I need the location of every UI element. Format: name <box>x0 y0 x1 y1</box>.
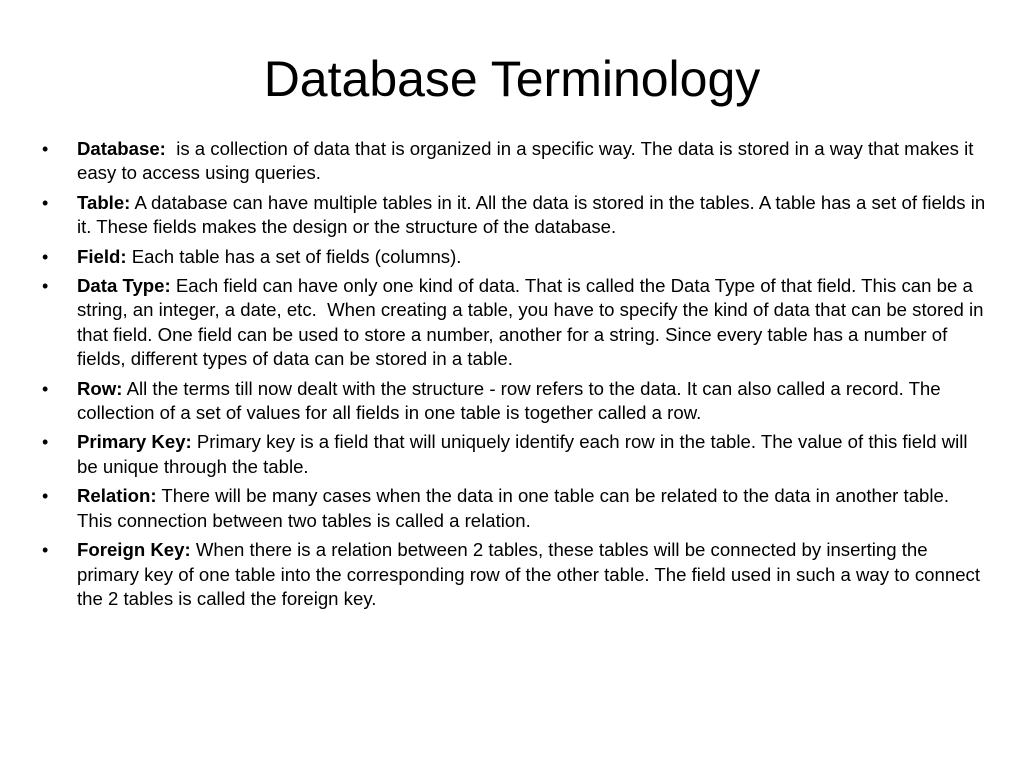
bullet-item-relation <box>42 484 988 533</box>
term-definition: Each field can have only one kind of data. That is called the Data Type of that field. This can be a string, an integer, a date, etc. When creating a table, you have to specify the kind of data that can be stored in that field. One field can be used to store a number, another for a string. Since every table has a number of fields, different types of data can be stored in a table. <box>77 275 989 370</box>
bullet-item-table <box>42 191 991 240</box>
term-definition: When there is a relation between 2 tables, these tables will be connected by inserting the primary key of one table into the corresponding row of the other table. The field used in such a way to connect the 2 tables is called the foreign key. <box>77 539 986 609</box>
bullet-icon: • <box>42 432 49 453</box>
term-label: Field: <box>77 245 127 267</box>
term-label: Row: <box>77 377 123 399</box>
bullet-icon: • <box>42 540 49 561</box>
term-label: Primary Key: <box>77 431 192 453</box>
term-definition: All the terms till now dealt with the structure - row refers to the data. It can also called a record. The collection of a set of values for all fields in one table is together called a row. <box>77 377 946 424</box>
term-label: Database: <box>77 138 166 159</box>
term-label: Relation: <box>77 485 157 507</box>
bullet-icon: • <box>42 378 49 399</box>
bullet-item-field <box>42 245 988 269</box>
term-definition: A database can have multiple tables in it. All the data is stored in the tables. A table has a set of fields in it. These fields makes the design or the structure of the database. <box>77 191 991 238</box>
term-label: Table: <box>77 191 131 213</box>
term-label: Foreign Key: <box>77 539 191 561</box>
bullet-item-database <box>42 137 988 186</box>
term-definition: Primary key is a field that will uniquely identify each row in the table. The value of this field will be unique through the table. <box>77 431 973 477</box>
bullet-icon: • <box>42 486 49 507</box>
slide-title: Database Terminology <box>263 51 761 107</box>
bullet-icon: • <box>42 246 49 267</box>
bullet-item-row <box>42 377 988 426</box>
bullet-icon: • <box>42 192 49 213</box>
bullet-item-foreign-key <box>42 538 988 611</box>
term-definition: Each table has a set of fields (columns). <box>126 245 462 267</box>
bullet-item-data-type <box>42 274 988 372</box>
bullet-icon: • <box>42 139 49 159</box>
term-definition: There will be many cases when the data in one table can be related to the data in another table. This connection between two tables is called a relation. <box>77 485 954 531</box>
bullet-icon: • <box>42 276 49 297</box>
term-label: Data Type: <box>77 275 171 297</box>
term-definition: is a collection of data that is organized in a specific way. The data is stored in a way that makes it easy to access using queries. <box>77 138 979 184</box>
bullet-item-primary-key <box>42 430 988 479</box>
bullet-list <box>42 137 991 616</box>
